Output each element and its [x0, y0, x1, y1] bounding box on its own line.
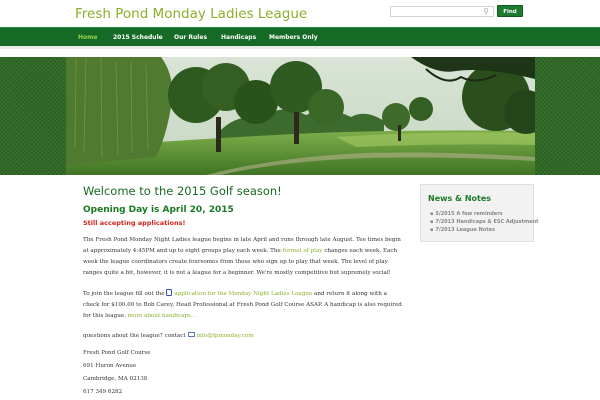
nav-item-rules[interactable]: Our Rules	[174, 34, 208, 41]
address-city: Cambridge, MA 02138	[83, 376, 148, 382]
nav-item-members-only[interactable]: Members Only	[269, 34, 318, 41]
page-title: Welcome to the 2015 Golf season!	[83, 184, 282, 198]
news-item[interactable]: ▪ 7/2013 League Notes	[430, 226, 539, 234]
league-description: The Fresh Pond Monday Night Ladies league begins in late April and runs through late August. Tee times begin at approximately 4:45PM and up to eight groups play each week. The format of play changes each week. Each week the league coordinators create foursomes from those who sign up to play that week. The level of play ranges quite a bit, however, it is not a league for a beginner. We're mostly competitive but supremely social!	[83, 237, 401, 276]
banner-photo	[66, 57, 535, 175]
site-title[interactable]: Fresh Pond Monday Ladies League	[75, 6, 308, 22]
nav-divider	[0, 46, 600, 49]
contact-line: questions about the league? contact info@fpmonday.com	[83, 333, 254, 339]
news-item[interactable]: ▪ 5/2015 A few reminders	[430, 210, 539, 218]
banner	[0, 57, 600, 175]
nav-item-handicaps[interactable]: Handicaps	[221, 34, 257, 41]
applications-notice: Still accepting applications!	[83, 219, 186, 227]
news-item[interactable]: ▪ 7/2013 Handicaps & ESC Adjustment	[430, 218, 539, 226]
more-about-handicaps-link[interactable]: more about handicaps...	[127, 313, 197, 319]
opening-day-heading: Opening Day is April 20, 2015	[83, 205, 234, 215]
address-phone: 617 349 6282	[83, 389, 123, 395]
format-of-play-link[interactable]: format of play	[282, 248, 323, 254]
course-name-link[interactable]: Fresh Pond Golf Course	[83, 350, 151, 356]
application-link[interactable]: application for the Monday Night Ladies League	[174, 291, 313, 297]
news-sidebar	[420, 184, 539, 242]
news-title: News & Notes	[428, 194, 492, 203]
nav-item-schedule[interactable]: 2015 Schedule	[113, 34, 163, 41]
address-street: 691 Huron Avenue	[83, 363, 137, 369]
email-icon	[188, 332, 195, 337]
search-input[interactable]	[390, 6, 494, 17]
site-header	[0, 0, 600, 27]
nav-item-home[interactable]: Home	[78, 34, 98, 41]
contact-email-link[interactable]: info@fpmonday.com	[196, 333, 254, 339]
search-icon: ⚲	[483, 7, 489, 16]
news-list	[430, 210, 539, 234]
find-button[interactable]: Find	[497, 5, 523, 17]
main-nav	[0, 27, 600, 46]
join-instructions: To join the league fill out the application for the Monday Night Ladies League and return it along with a check for $100.00 to Bob Carey, Head Professional at Fresh Pond Golf Course ASAP. A handicap is also required for this league. more about handicaps...	[83, 291, 402, 319]
document-icon	[166, 289, 172, 296]
